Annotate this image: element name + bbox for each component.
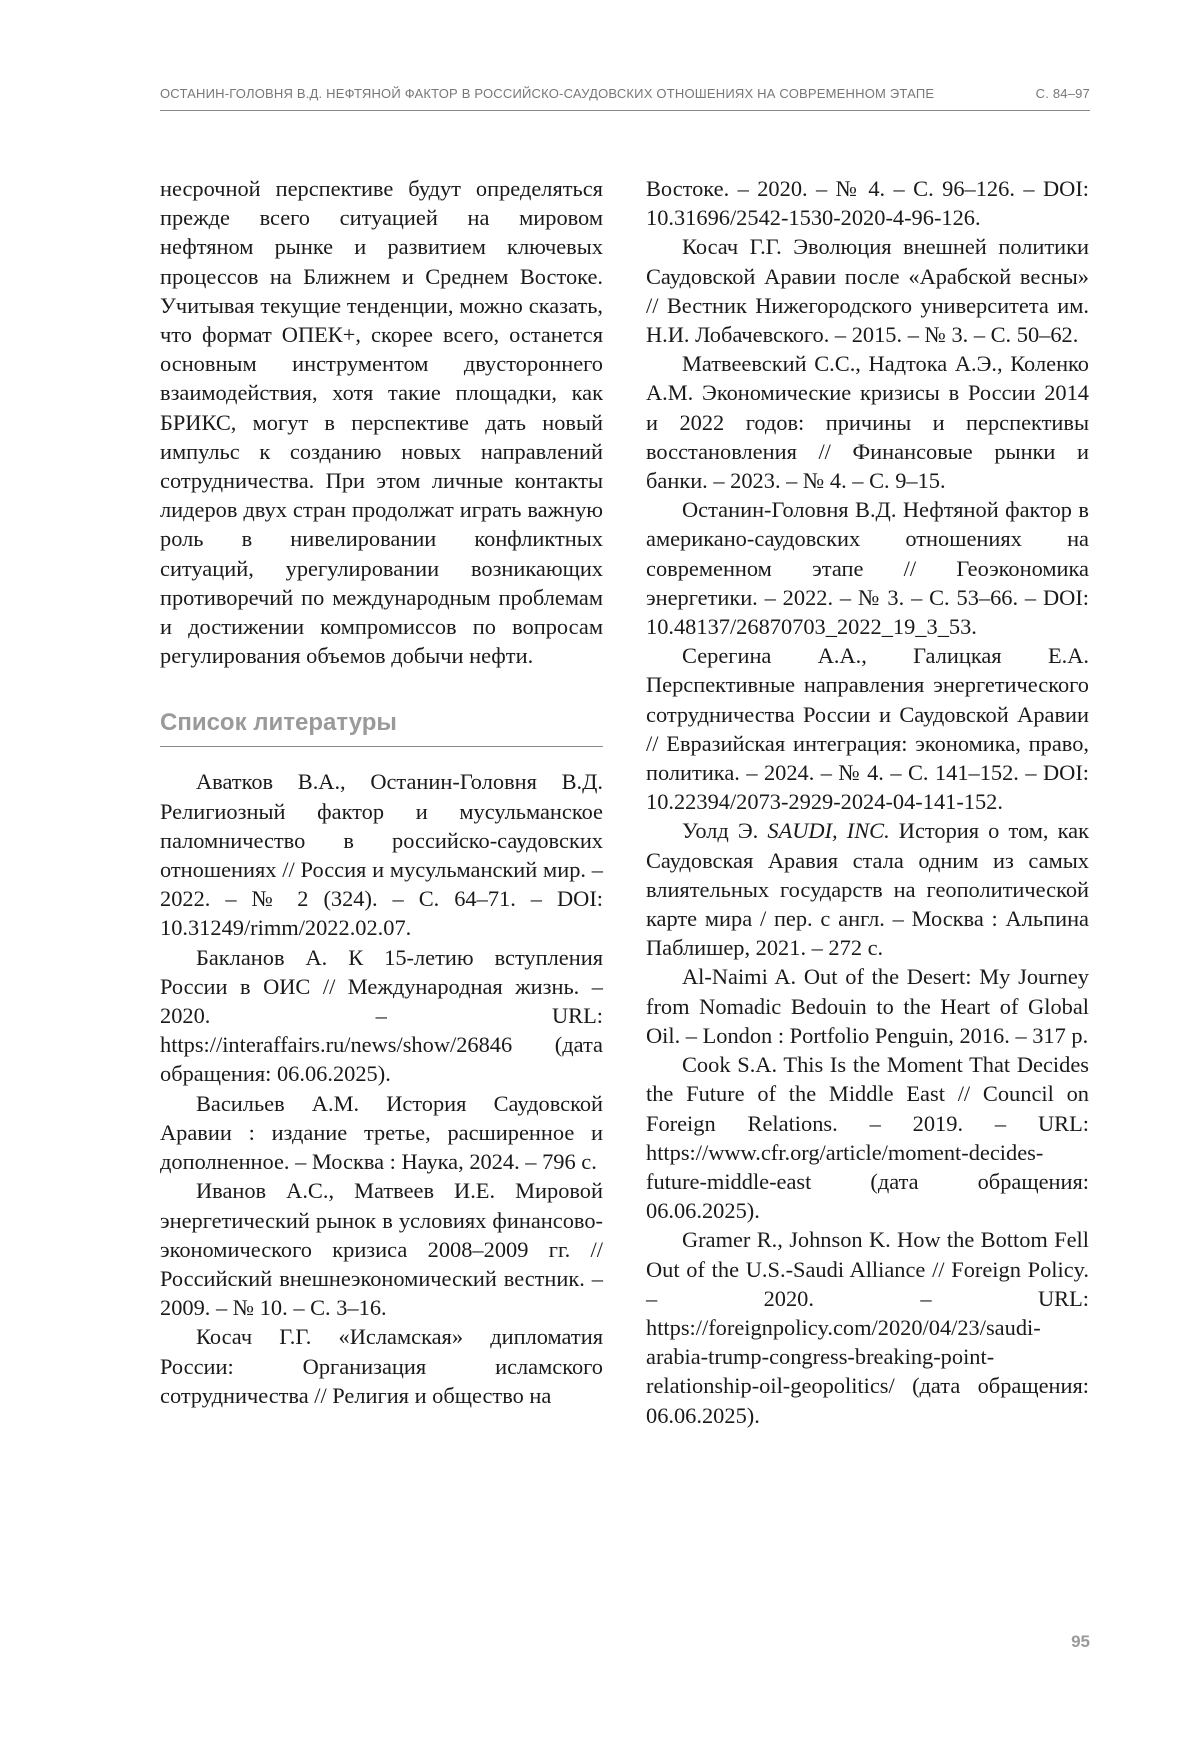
reference-item: Al-Naimi A. Out of the Desert: My Journey from Nomadic Bedouin to the Heart of Global Oil. – London : Portfolio Penguin, 2016. – 317 p. <box>646 964 1089 1048</box>
references-heading: Список литературы <box>160 708 603 747</box>
reference-item: Васильев А.М. История Саудовской Аравии : издание третье, расширенное и дополненное. – Москва : Наука, 2024. – 796 с. <box>160 1090 603 1175</box>
running-title: ОСТАНИН-ГОЛОВНЯ В.Д. НЕФТЯНОЙ ФАКТОР В РОССИЙСКО-САУДОВСКИХ ОТНОШЕНИЯХ НА СОВРЕМЕННОМ ЭТАПЕ <box>160 86 935 101</box>
right-column <box>646 174 1089 1430</box>
references-list-left <box>160 767 603 1409</box>
reference-rest: История о том, как Саудовская Аравия стала одним из самых влиятельных государств на геополитической карте мира / пер. с англ. – Москва : Альпина Паблишер, 2021. – 272 с. <box>646 818 1089 961</box>
body-paragraph: несрочной перспективе будут определяться прежде всего ситуацией на мировом нефтяном рынке и развитием ключевых процессов на Ближнем и Среднем Востоке. Учитывая текущие тенденции, можно сказать, что формат ОПЕК+, скорее всего, останется основным инструментом двустороннего взаимодействия, хотя такие площадки, как БРИКС, могут в перспективе дать новый импульс к созданию новых направлений сотрудничества. При этом личные контакты лидеров двух стран продолжат играть важную роль в нивелировании конфликтных ситуаций, урегулировании возникающих противоречий по международным проблемам и достижении компромиссов по вопросам регулирования объемов добычи нефти. <box>160 176 603 669</box>
reference-item: Останин-Головня В.Д. Нефтяной фактор в американо-саудовских отношениях на современном этапе // Геоэкономика энергетики. – 2022. – № 3. – С. 53–66. – DOI: 10.48137/26870703_2022_19_3_53. <box>646 497 1089 640</box>
reference-item: Серегина А.А., Галицкая Е.А. Перспективные направления энергетического сотрудничества России и Саудовской Аравии // Евразийская интеграция: экономика, право, политика. – 2024. – № 4. – С. 141–152. – DOI: 10.22394/2073-2929-2024-04-141-152. <box>646 643 1089 815</box>
reference-author: Уолд Э. <box>682 818 759 844</box>
reference-item: Косач Г.Г. «Исламская» дипломатия России: Организация исламского сотрудничества // Религия и общество на <box>160 1324 603 1408</box>
reference-item: Иванов А.С., Матвеев И.Е. Мировой энергетический рынок в условиях финансово-экономического кризиса 2008–2009 гг. // Российский внешнеэкономический вестник. – 2009. – № 10. – С. 3–16. <box>160 1178 603 1321</box>
reference-item: Матвеевский С.С., Надтока А.Э., Коленко А.М. Экономические кризисы в России 2014 и 2022 годов: причины и перспективы восстановления // Финансовые рынки и банки. – 2023. – № 4. – С. 9–15. <box>646 351 1089 494</box>
reference-item-wald <box>646 816 1089 962</box>
reference-item: Бакланов А. К 15-летию вступления России в ОИС // Международная жизнь. – 2020. – URL: https://interaffairs.ru/news/show/26846 (дата обращения: 06.06.2025). <box>160 944 603 1087</box>
reference-item: Cook S.A. This Is the Moment That Decides the Future of the Middle East // Council on Foreign Relations. – 2019. – URL: https://www.cfr.org/article/moment-decides-future-middle-east (дата обращения: 06.06.2025). <box>646 1052 1089 1224</box>
reference-item: Косач Г.Г. Эволюция внешней политики Саудовской Аравии после «Арабской весны» // Вестник Нижегородского университета им. Н.И. Лобачевского. – 2015. – № 3. – С. 50–62. <box>646 234 1089 348</box>
left-column <box>160 174 603 1410</box>
reference-item: Аватков В.А., Останин-Головня В.Д. Религиозный фактор и мусульманское паломничество в российско-саудовских отношениях // Россия и мусульманский мир. – 2022. – № 2 (324). – С. 64–71. – DOI: 10.31249/rimm/2022.02.07. <box>160 769 603 941</box>
running-header <box>160 84 1090 111</box>
references-list-right <box>646 174 1089 1430</box>
reference-item: Gramer R., Johnson K. How the Bottom Fell Out of the U.S.-Saudi Alliance // Foreign Policy. – 2020. – URL: https://foreignpolicy.com/2020/04/23/saudi-arabia-trump-congress-breaking-point-relationship-oil-geopolitics/ (дата обращения: 06.06.2025). <box>646 1227 1089 1428</box>
reference-continuation: Востоке. – 2020. – № 4. – С. 96–126. – DOI: 10.31696/2542-1530-2020-4-96-126. <box>646 176 1089 231</box>
page-number: 95 <box>1071 1632 1090 1651</box>
reference-italic-title: SAUDI, INC. <box>767 818 890 844</box>
page-range: С. 84–97 <box>1035 86 1090 101</box>
